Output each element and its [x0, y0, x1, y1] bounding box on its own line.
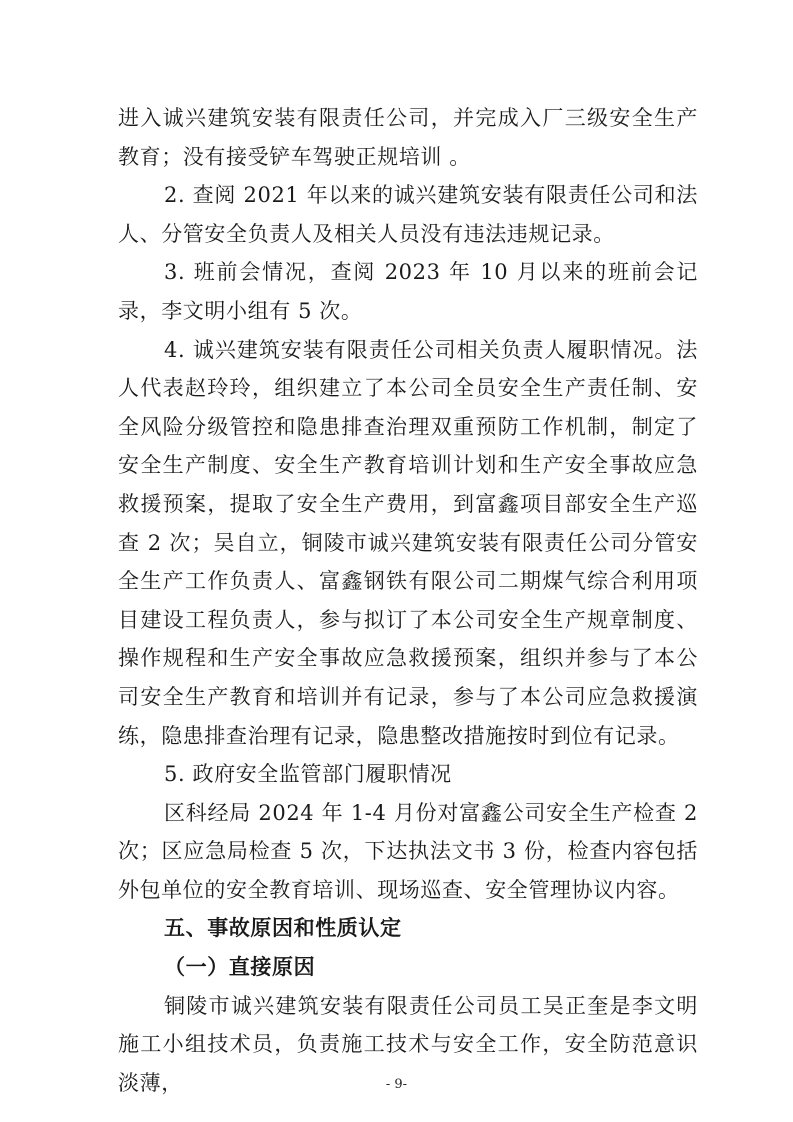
page-number: - 9- [385, 1077, 408, 1092]
paragraph-item-2: 2. 查阅 2021 年以来的诚兴建筑安装有限责任公司和法人、分管安全负责人及相关人员没有违法违规记录。 [118, 183, 698, 246]
paragraph-continuation: 进入诚兴建筑安装有限责任公司，并完成入厂三级安全生产教育；没有接受铲车驾驶正规培训 。 [118, 106, 698, 169]
paragraph-item-5: 5. 政府安全监管部门履职情况 [164, 762, 452, 787]
paragraph-item-3: 3. 班前会情况，查阅 2023 年 10 月以来的班前会记录，李文明小组有 5 次。 [118, 260, 698, 323]
paragraph-direct-cause: 铜陵市诚兴建筑安装有限责任公司员工吴正奎是李文明施工小组技术员，负责施工技术与安全工作，安全防范意识淡薄， [118, 993, 698, 1095]
body-text [118, 99, 698, 1102]
section-heading: 五、事故原因和性质认定 [164, 916, 402, 941]
subsection-heading: （一）直接原因 [164, 955, 316, 980]
paragraph-regulator-inspections: 区科经局 2024 年 1-4 月份对富鑫公司安全生产检查 2 次；区应急局检查 5 次，下达执法文书 3 份，检查内容包括外包单位的安全教育培训、现场巡查、安全管理协议内容。 [118, 800, 698, 902]
paragraph-item-4: 4. 诚兴建筑安装有限责任公司相关负责人履职情况。法人代表赵玲玲，组织建立了本公司全员安全生产责任制、安全风险分级管控和隐患排查治理双重预防工作机制，制定了安全生产制度、安全生产教育培训计划和生产安全事故应急救援预案，提取了安全生产费用，到富鑫项目部安全生产巡查 2 次；吴自立，铜陵市诚兴建筑安装有限责任公司分管安全生产工作负责人、富鑫钢铁有限公司二期煤气综合利用项目建设工程负责人，参与拟订了本公司安全生产规章制度、操作规程和生产安全事故应急救援预案，组织并参与了本公司安全生产教育和培训并有记录，参与了本公司应急救援演练，隐患排查治理有记录，隐患整改措施按时到位有记录。 [118, 337, 698, 748]
